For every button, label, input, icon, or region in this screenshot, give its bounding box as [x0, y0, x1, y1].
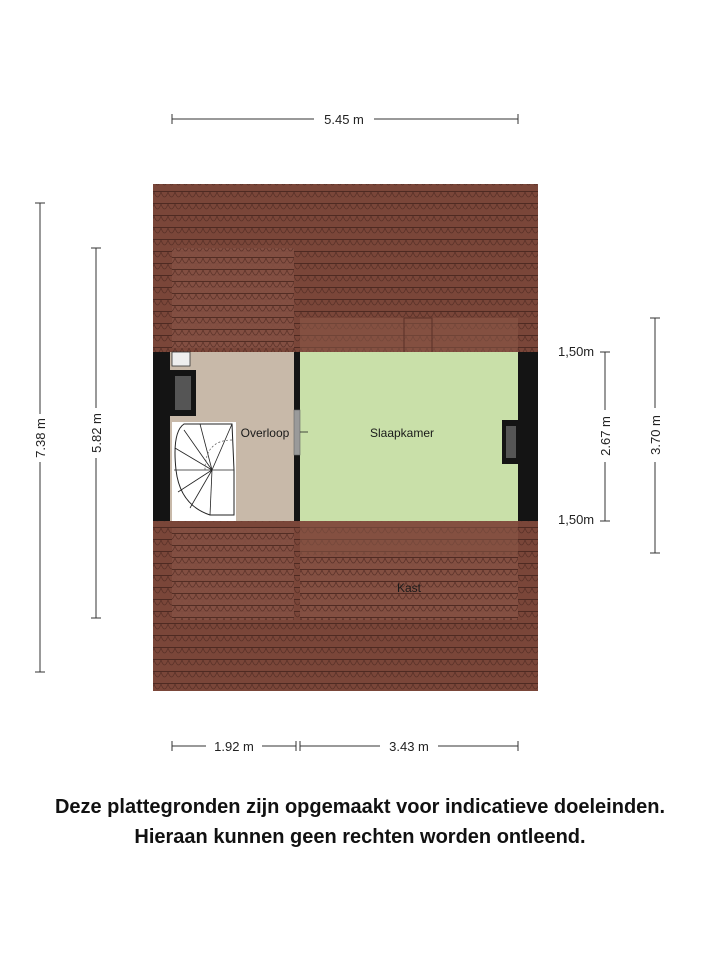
- room-label-closet: Kast: [396, 581, 422, 595]
- room-label-bedroom: Slaapkamer: [369, 426, 435, 440]
- spiral-stair: [172, 422, 236, 521]
- dimension-right-inner-label: 2.67 m: [598, 416, 613, 456]
- dormer-roof-left: [172, 248, 294, 348]
- roof-band-bottom: [300, 521, 518, 555]
- chimney-left-inner: [175, 376, 191, 410]
- door: [294, 410, 300, 455]
- dimension-right-outer-label: 3.70 m: [648, 415, 663, 455]
- dimension-bottom-right-label: 3.43 m: [389, 739, 429, 754]
- dimension-left-outer-label: 7.38 m: [33, 418, 48, 458]
- room-label-landing: Overloop: [240, 426, 290, 440]
- dimension-offset-bottom: 1,50m: [558, 512, 595, 527]
- dimension-bottom-left-label: 1.92 m: [214, 739, 254, 754]
- chimney-right-inner: [506, 426, 516, 458]
- dormer-roof-bottom-left: [172, 528, 294, 620]
- wall-left: [153, 352, 170, 521]
- dimension-offset-top: 1,50m: [558, 344, 595, 359]
- dimension-top-label: 5.45 m: [324, 112, 364, 127]
- disclaimer-line-1: Deze plattegronden zijn opgemaakt voor indicatieve doeleinden.: [54, 796, 666, 818]
- disclaimer-line-2: Hieraan kunnen geen rechten worden ontleend.: [134, 826, 586, 848]
- wall-right: [518, 352, 538, 521]
- dimension-left-inner-label: 5.82 m: [89, 413, 104, 453]
- vent-top-left: [172, 352, 190, 366]
- roof-band-top: [300, 318, 518, 352]
